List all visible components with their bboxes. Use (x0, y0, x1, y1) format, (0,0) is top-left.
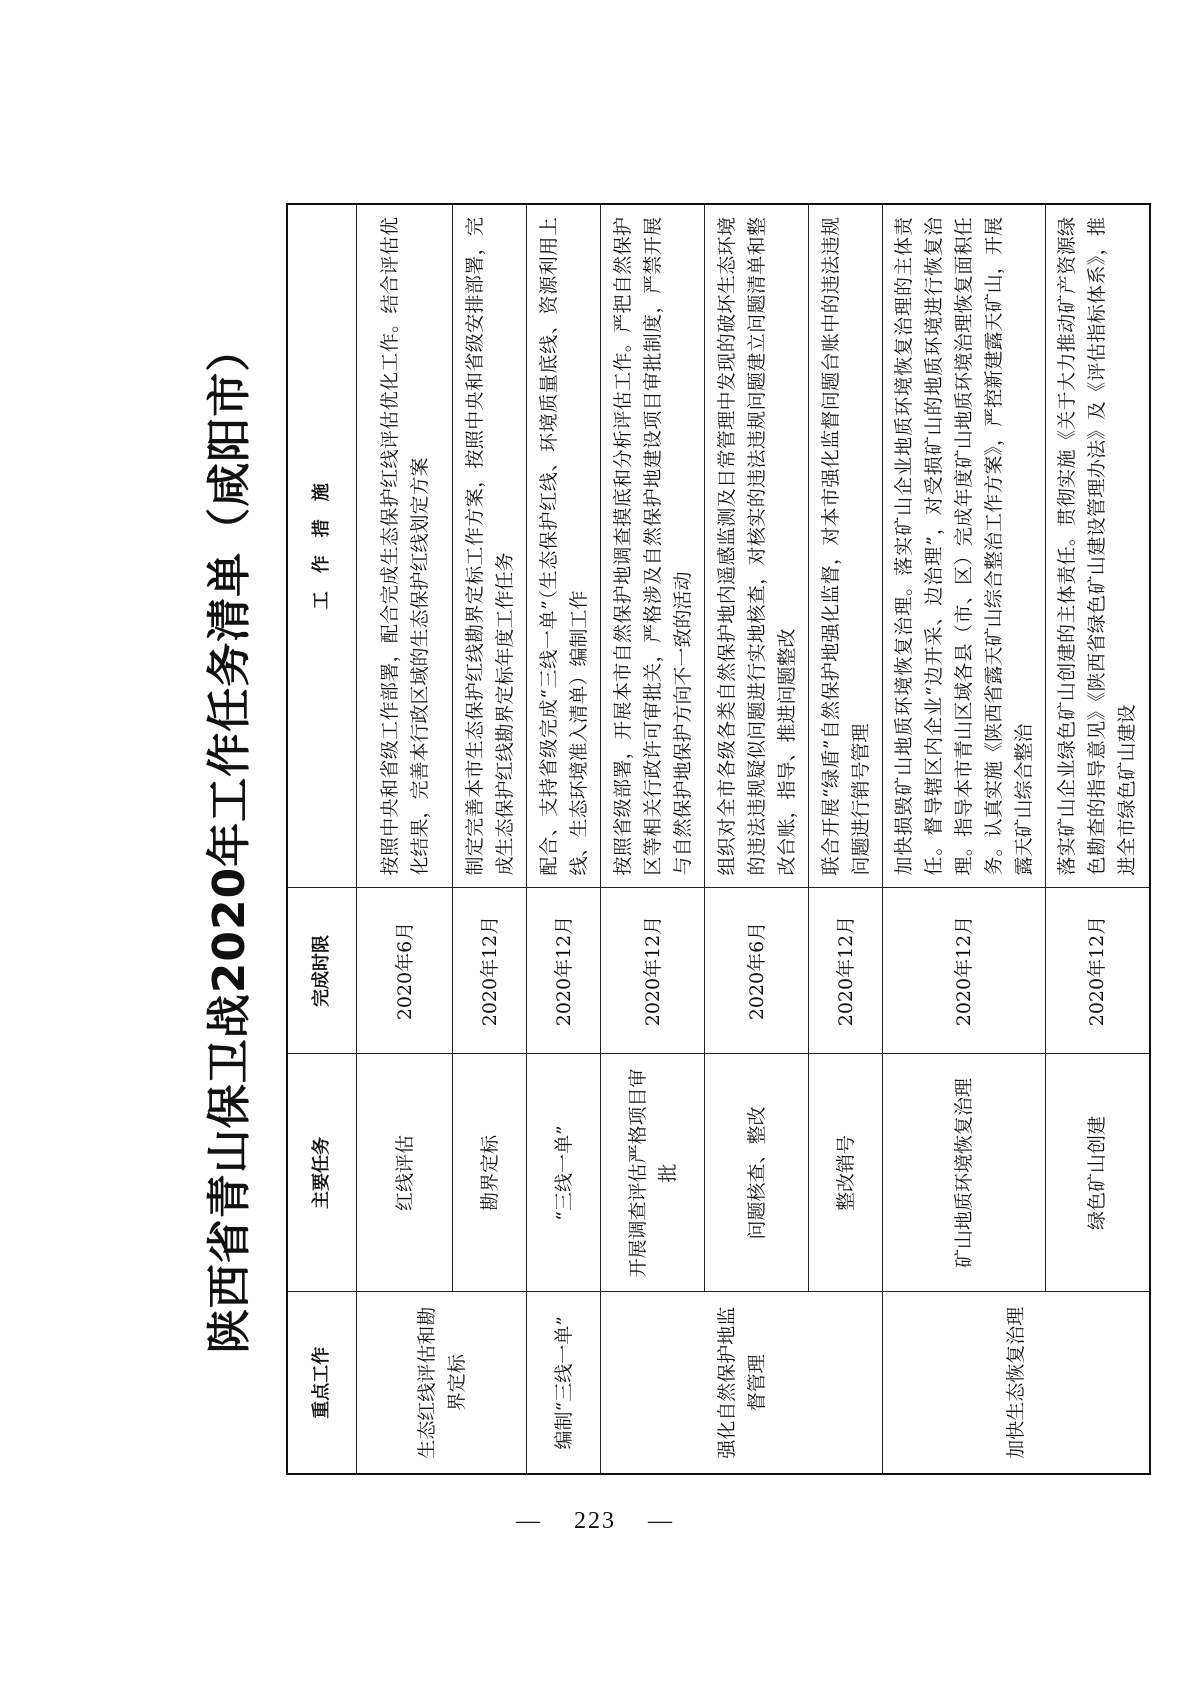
table-header-row (287, 204, 357, 1474)
deadline-cell: 2020年12月 (453, 888, 527, 1054)
table-row (1046, 204, 1150, 1474)
table-row (705, 204, 809, 1474)
header-deadline: 完成时限 (287, 888, 357, 1054)
table-row (883, 204, 1046, 1474)
deadline-cell: 2020年6月 (705, 888, 809, 1054)
key-work-cell: 加快生态恢复治理 (883, 1292, 1150, 1474)
measure-cell: 落实矿山企业绿色矿山创建的主体责任。贯彻实施《关于大力推动矿产资源绿色勘查的指导意见》《陕西省绿色矿山建设管理办法》及《评估指标体系》，推进全市绿色矿山建设 (1046, 204, 1150, 888)
measure-cell: 制定完善本市生态保护红线勘界定标工作方案，按照中央和省级安排部署，完成生态保护红线勘界定标年度工作任务 (453, 204, 527, 888)
key-work-cell: 强化自然保护地监督管理 (601, 1292, 883, 1474)
header-measures: 工 作 措 施 (287, 204, 357, 888)
table-row (601, 204, 705, 1474)
deadline-cell: 2020年6月 (357, 888, 453, 1054)
header-key-work: 重点工作 (287, 1292, 357, 1474)
deadline-cell: 2020年12月 (809, 888, 883, 1054)
key-work-cell: 生态红线评估和勘界定标 (357, 1292, 527, 1474)
page-dash-right: — (648, 1508, 674, 1534)
measure-cell: 加快损毁矿山地质环境恢复治理。落实矿山企业地质环境恢复治理的主体责任。督导辖区内企业“边开采、边治理”，对受损矿山的地质环境进行恢复治理。指导本市青山区域各县（市、区）完成年度矿山地质环境治理恢复面积任务。认真实施《陕西省露天矿山综合整治工作方案》，严控新建露天矿山，开展露天矿山综合整治 (883, 204, 1046, 888)
measure-cell: 联合开展“绿盾”自然保护地强化监督，对本市强化监督问题台账中的违法违规问题进行销号管理 (809, 204, 883, 888)
header-main-task: 主要任务 (287, 1054, 357, 1292)
main-task-cell: 绿色矿山创建 (1046, 1054, 1150, 1292)
measure-cell: 按照中央和省级工作部署，配合完成生态保护红线评估优化工作。结合评估优化结果，完善本行政区域的生态保护红线划定方案 (357, 204, 453, 888)
main-task-cell: 开展调查评估严格项目审批 (601, 1054, 705, 1292)
main-task-cell: 整改销号 (809, 1054, 883, 1292)
table-row (357, 204, 453, 1474)
rotated-page-content (204, 205, 1139, 1475)
table-row (809, 204, 883, 1474)
measure-cell: 配合、支持省级完成“三线一单”（生态保护红线、环境质量底线、资源利用上线、生态环境准入清单）编制工作 (527, 204, 601, 888)
deadline-cell: 2020年12月 (883, 888, 1046, 1054)
main-task-cell: 红线评估 (357, 1054, 453, 1292)
table-row (527, 204, 601, 1474)
page-number (0, 1508, 1190, 1535)
deadline-cell: 2020年12月 (527, 888, 601, 1054)
main-task-cell: 问题核查、整改 (705, 1054, 809, 1292)
deadline-cell: 2020年12月 (1046, 888, 1150, 1054)
main-task-cell: 勘界定标 (453, 1054, 527, 1292)
key-work-cell: 编制“三线一单” (527, 1292, 601, 1474)
page-number-text: 223 (574, 1508, 616, 1534)
main-task-cell: 矿山地质环境恢复治理 (883, 1054, 1046, 1292)
document-title: 陕西省青山保卫战2020年工作任务清单（咸阳市） (204, 326, 255, 1354)
measure-cell: 按照省级部署，开展本市自然保护地调查摸底和分析评估工作。严把自然保护区等相关行政许可审批关，严格涉及自然保护地建设项目审批制度，严禁开展与自然保护地保护方向不一致的活动 (601, 204, 705, 888)
task-table (286, 203, 1151, 1475)
main-task-cell: “三线一单” (527, 1054, 601, 1292)
table-row (453, 204, 527, 1474)
measure-cell: 组织对全市各级各类自然保护地内遥感监测及日常管理中发现的破坏生态环境的违法违规疑似问题进行实地核查，对核实的违法违规问题建立问题清单和整改台账，指导、推进问题整改 (705, 204, 809, 888)
page-dash-left: — (516, 1508, 542, 1534)
deadline-cell: 2020年12月 (601, 888, 705, 1054)
